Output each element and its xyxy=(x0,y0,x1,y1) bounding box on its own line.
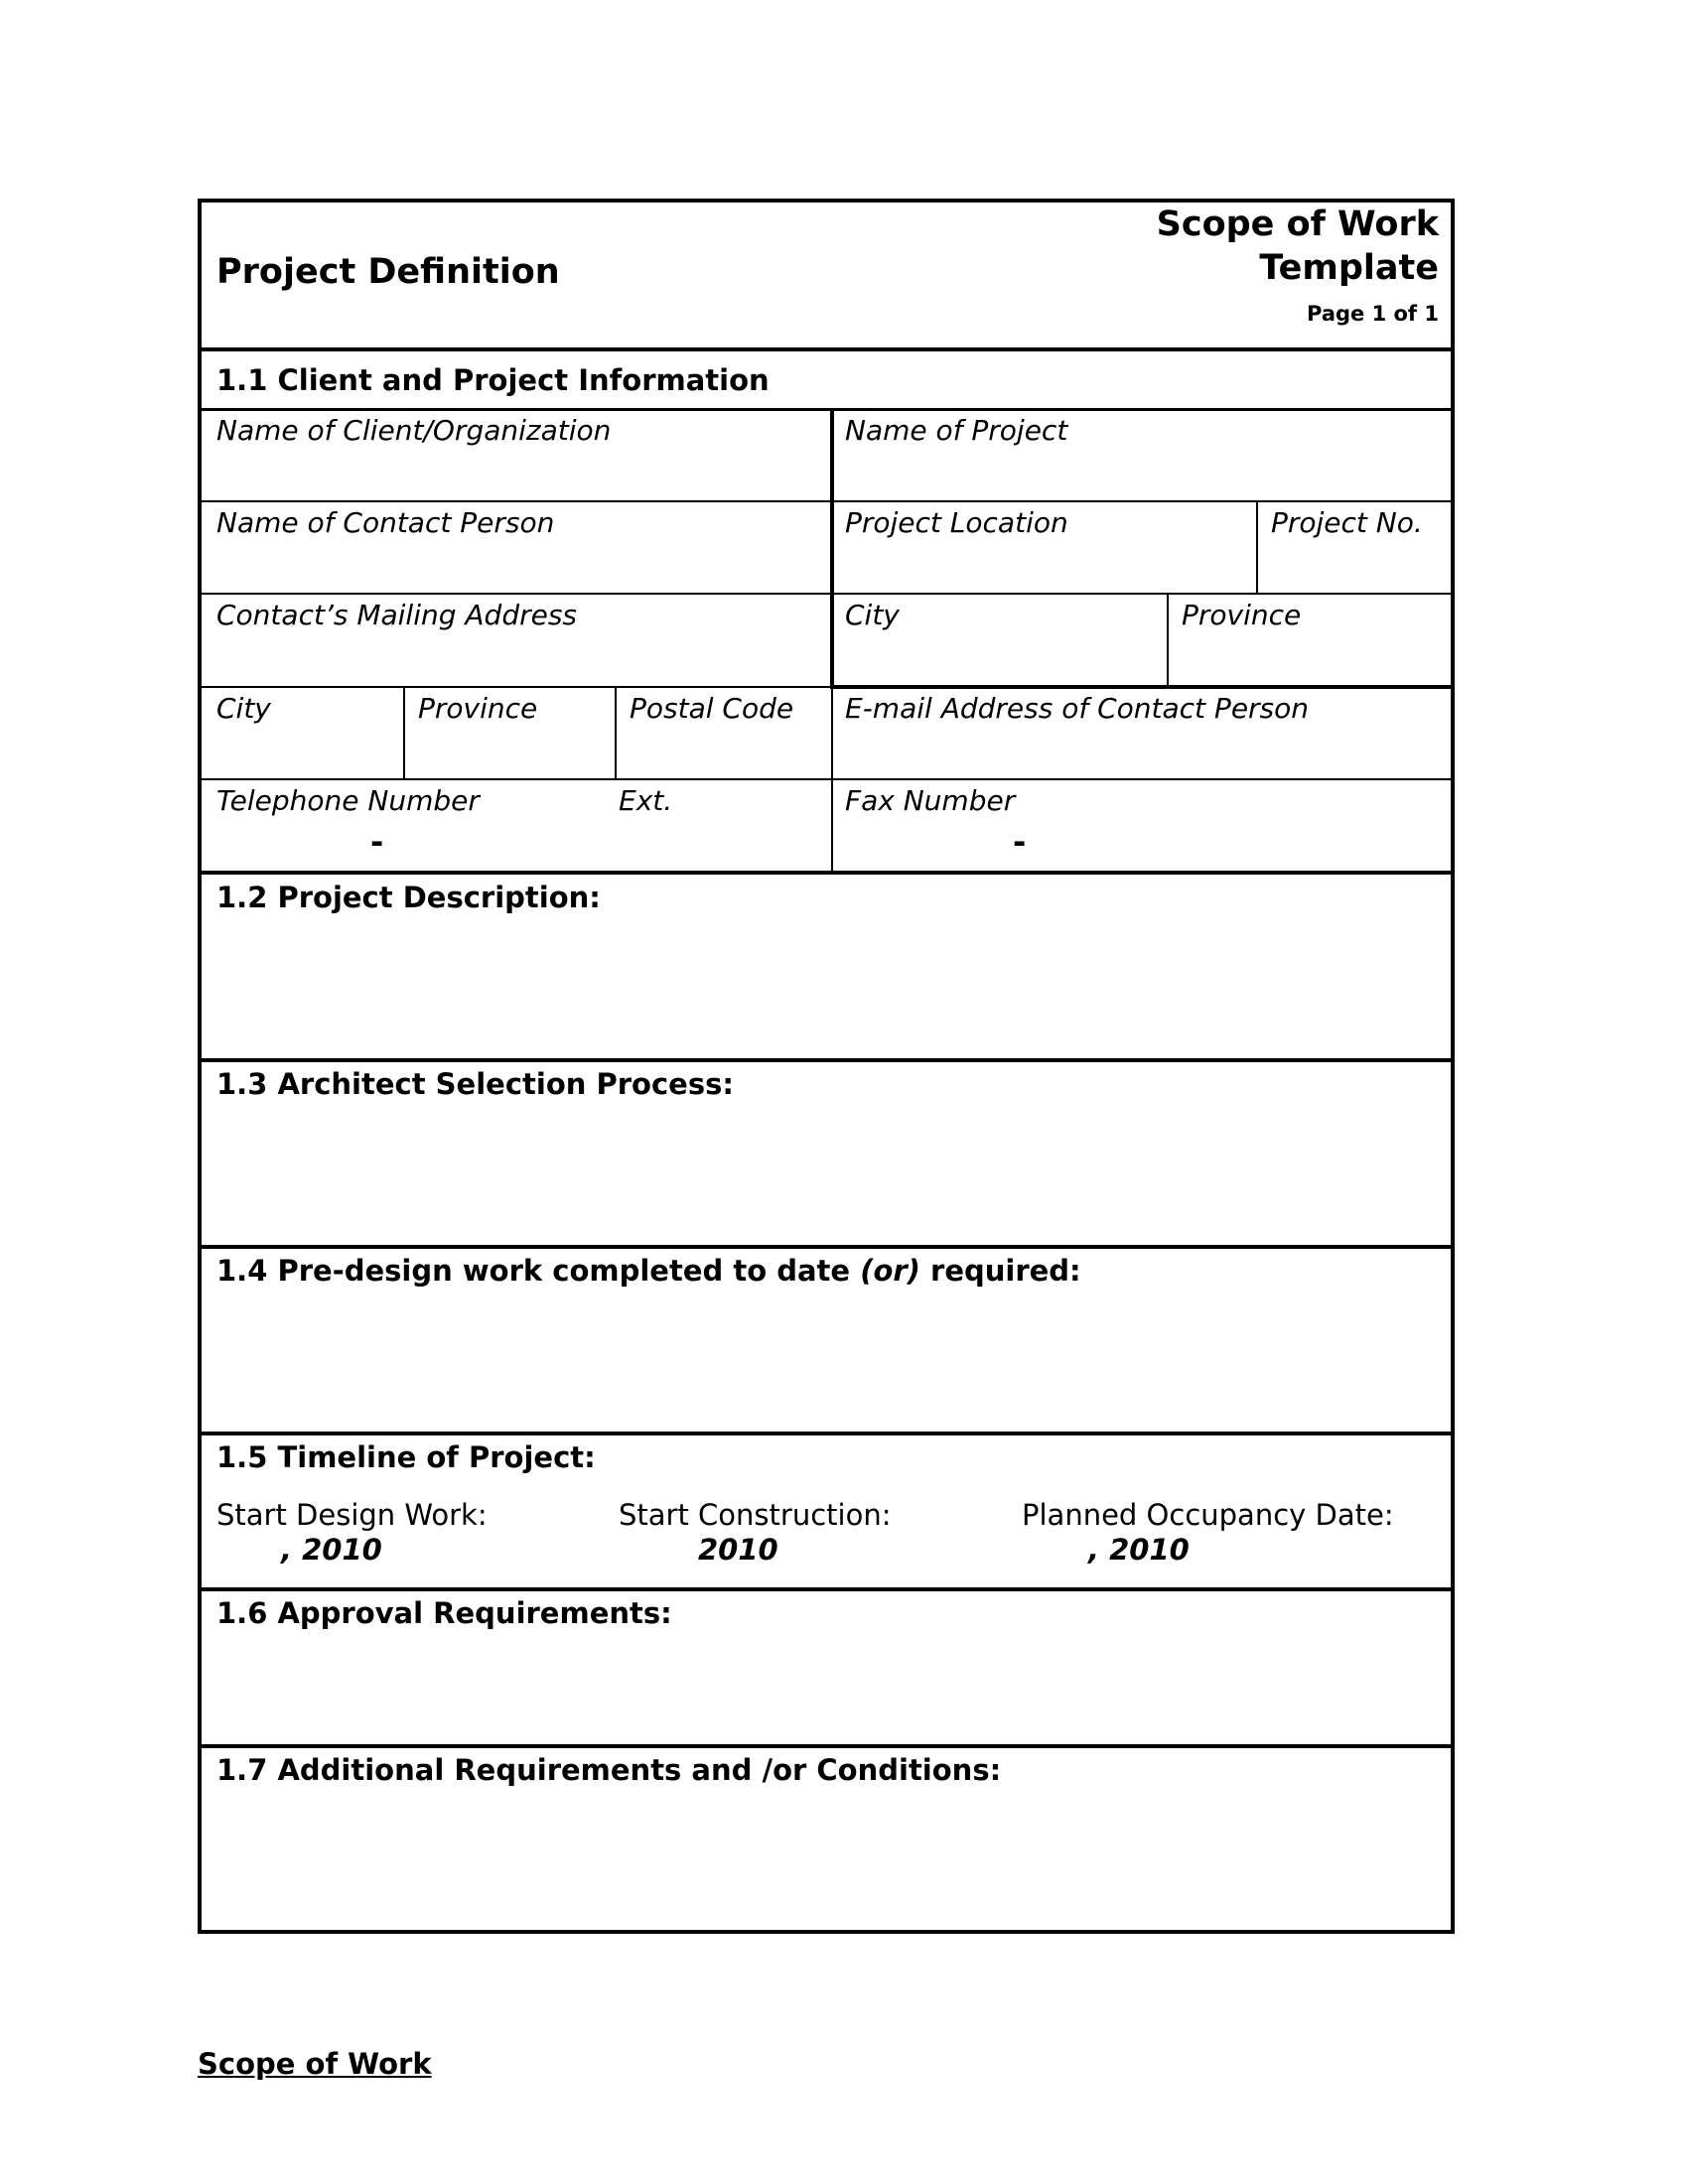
start-design-label: Start Design Work: xyxy=(216,1498,488,1532)
divider xyxy=(403,686,405,780)
divider xyxy=(202,871,1451,875)
divider xyxy=(1256,500,1258,595)
start-construction-label: Start Construction: xyxy=(619,1498,892,1532)
section-additional-requirements[interactable]: 1.7 Additional Requirements and /or Conditions: xyxy=(216,1753,1002,1787)
city-left-field[interactable]: City xyxy=(216,692,271,725)
occupancy-label: Planned Occupancy Date: xyxy=(1022,1498,1394,1532)
predesign-prefix: 1.4 Pre-design work completed to date xyxy=(216,1254,861,1288)
email-field[interactable]: E-mail Address of Contact Person xyxy=(845,692,1310,725)
section-timeline: 1.5 Timeline of Project: xyxy=(216,1440,596,1474)
doc-title-line2: Template xyxy=(1259,248,1439,288)
start-design-value[interactable]: , 2010 xyxy=(281,1533,382,1567)
section-client-info-heading: 1.1 Client and Project Information xyxy=(216,363,770,397)
divider xyxy=(1167,593,1169,687)
divider xyxy=(202,408,1451,411)
divider xyxy=(202,1587,1451,1591)
name-of-project-field[interactable]: Name of Project xyxy=(845,414,1068,447)
divider xyxy=(202,1432,1451,1435)
predesign-suffix: required: xyxy=(919,1254,1081,1288)
fax-field[interactable]: Fax Number xyxy=(845,784,1016,817)
divider xyxy=(202,593,1451,595)
section-project-description[interactable]: 1.2 Project Description: xyxy=(216,881,601,914)
telephone-dash: - xyxy=(370,823,384,861)
doc-title-line1: Scope of Work xyxy=(1156,205,1439,244)
page-indicator: Page 1 of 1 xyxy=(1307,302,1439,326)
doc-title xyxy=(1042,203,1439,290)
divider xyxy=(830,408,834,689)
divider xyxy=(202,1245,1451,1249)
divider xyxy=(202,347,1451,351)
project-number-field[interactable]: Project No. xyxy=(1271,506,1423,539)
occupancy-value[interactable]: , 2010 xyxy=(1088,1533,1190,1567)
project-location-field[interactable]: Project Location xyxy=(845,506,1068,539)
postal-code-field[interactable]: Postal Code xyxy=(630,692,794,725)
telephone-field[interactable]: Telephone Number xyxy=(216,784,480,817)
header-title: Project Definition xyxy=(216,252,560,292)
predesign-or: (or) xyxy=(860,1254,920,1288)
form-header xyxy=(202,203,1451,347)
fax-dash: - xyxy=(1013,823,1027,861)
province-left-field[interactable]: Province xyxy=(418,692,538,725)
divider xyxy=(202,1744,1451,1748)
divider xyxy=(202,500,1451,502)
extension-field[interactable]: Ext. xyxy=(619,784,673,817)
mailing-address-field[interactable]: Contact’s Mailing Address xyxy=(216,599,578,631)
divider xyxy=(202,778,1451,780)
province-right-field[interactable]: Province xyxy=(1182,599,1302,631)
footer-scope-of-work-link[interactable]: Scope of Work xyxy=(198,2047,432,2081)
section-approval-requirements[interactable]: 1.6 Approval Requirements: xyxy=(216,1596,672,1630)
name-of-client-field[interactable]: Name of Client/Organization xyxy=(216,414,612,447)
city-right-field[interactable]: City xyxy=(845,599,900,631)
divider xyxy=(202,1058,1451,1062)
divider xyxy=(615,686,617,780)
divider xyxy=(831,686,833,873)
section-architect-selection[interactable]: 1.3 Architect Selection Process: xyxy=(216,1067,734,1101)
contact-person-field[interactable]: Name of Contact Person xyxy=(216,506,555,539)
section-predesign-work[interactable] xyxy=(216,1254,1081,1288)
divider xyxy=(830,685,1451,689)
start-construction-value[interactable]: 2010 xyxy=(698,1533,778,1567)
project-definition-form xyxy=(198,199,1455,1934)
